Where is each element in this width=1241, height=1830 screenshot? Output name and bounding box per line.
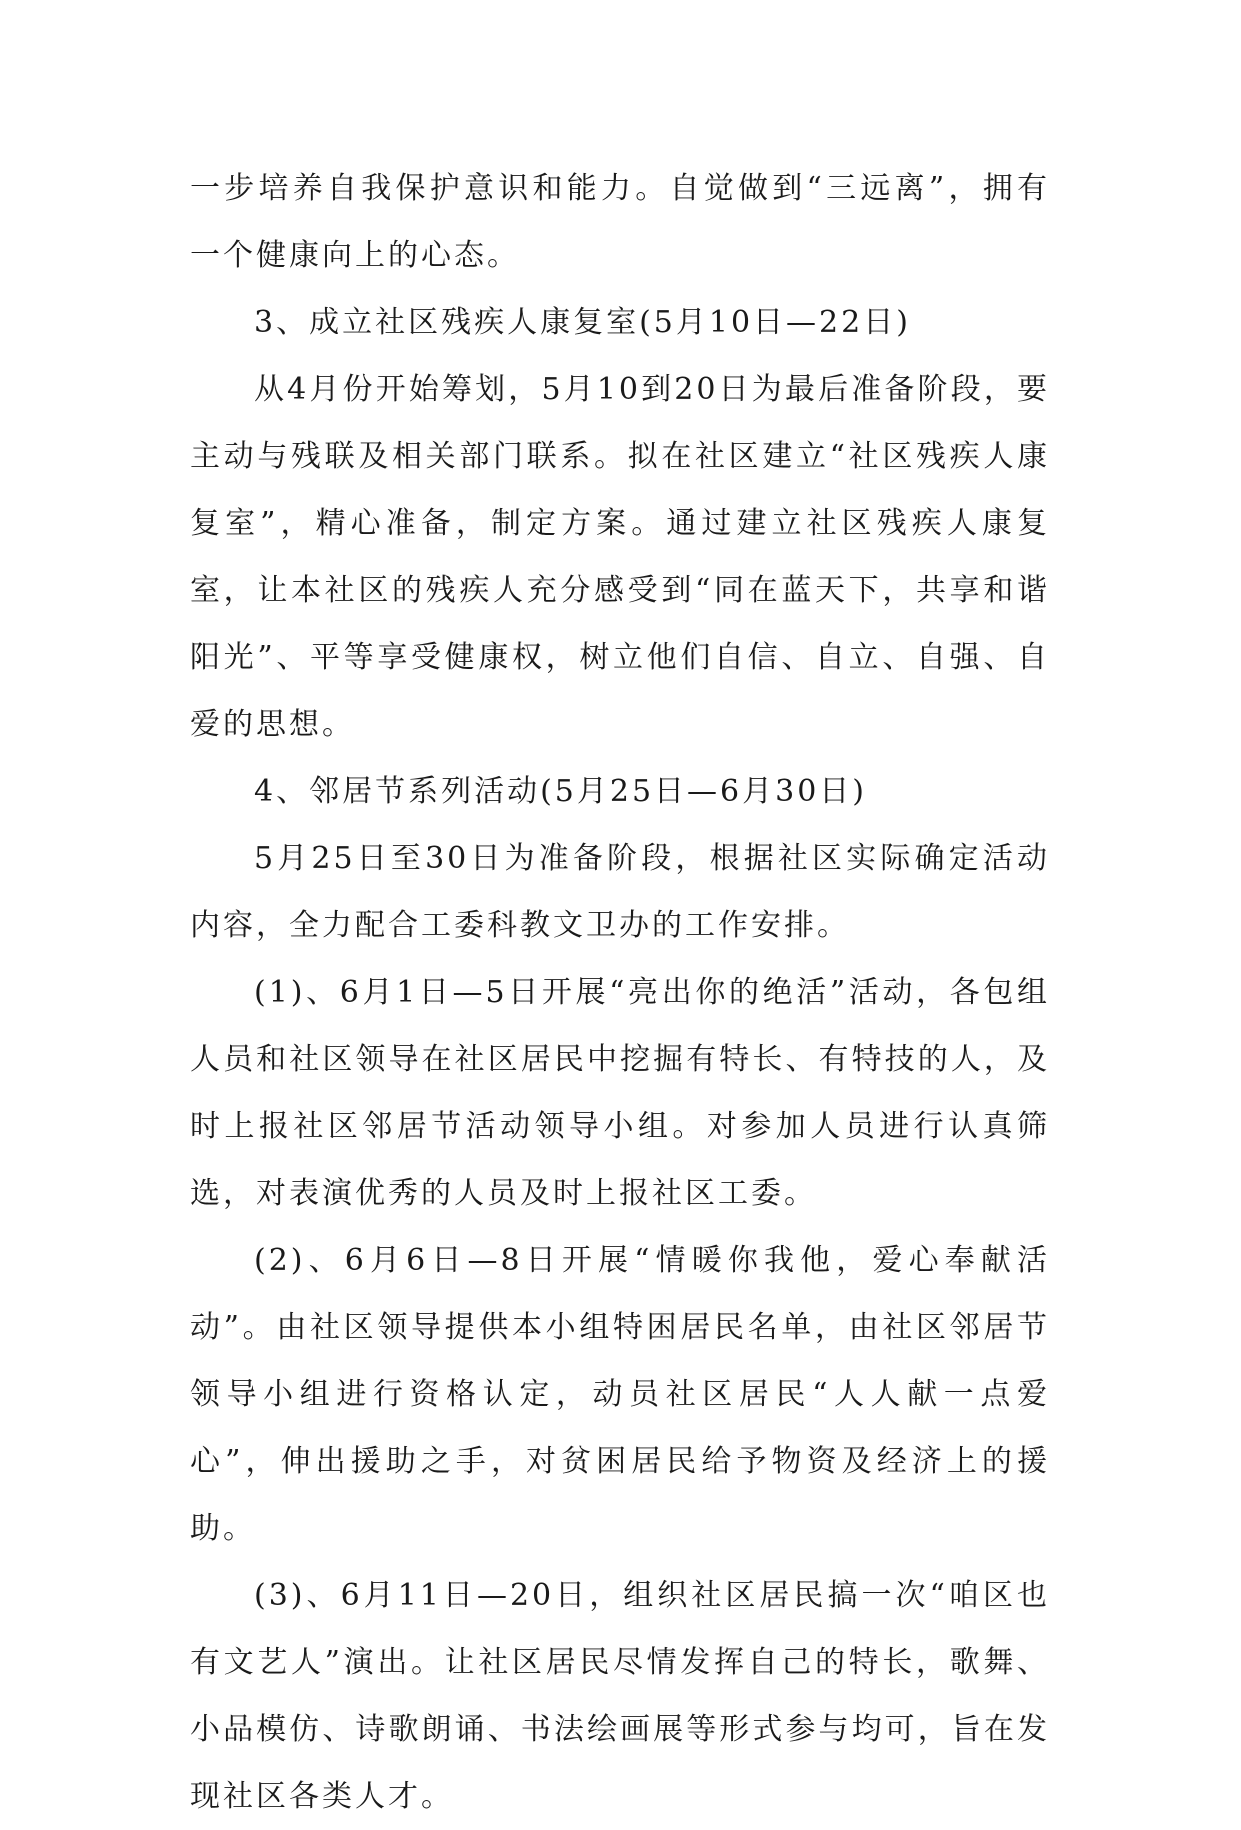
paragraph-activity-3: (3)、6月11日—20日，组织社区居民搞一次“咱区也有文艺人”演出。让社区居民尽情发挥自己的特长，歌舞、小品模仿、诗歌朗诵、书法绘画展等形式参与均可，旨在发现社区各类人才。: [190, 1578, 1050, 1814]
paragraph-rehab-room: 从4月份开始筹划，5月10到20日为最后准备阶段，要主动与残联及相关部门联系。拟在社区建立“社区残疾人康复室”，精心准备，制定方案。通过建立社区残疾人康复室，让本社区的残疾人充分感受到“同在蓝天下，共享和谐阳光”、平等享受健康权，树立他们自信、自立、自强、自爱的思想。: [190, 372, 1050, 742]
paragraph-preparation: 5月25日至30日为准备阶段，根据社区实际确定活动内容，全力配合工委科教文卫办的工作安排。: [190, 841, 1050, 943]
section-heading-neighbor-festival: 4、邻居节系列活动(5月25日—6月30日): [254, 774, 868, 809]
paragraph-activity-1: (1)、6月1日—5日开展“亮出你的绝活”活动，各包组人员和社区领导在社区居民中挖掘有特长、有特技的人，及时上报社区邻居节活动领导小组。对参加人员进行认真筛选，对表演优秀的人员及时上报社区工委。: [190, 975, 1050, 1211]
section-heading-rehab-room: 3、成立社区残疾人康复室(5月10日—22日): [254, 305, 911, 340]
document-body: [190, 155, 1050, 1830]
paragraph-continuation: 一步培养自我保护意识和能力。自觉做到“三远离”，拥有一个健康向上的心态。: [190, 171, 1050, 273]
paragraph-activity-2: (2)、6月6日—8日开展“情暖你我他，爱心奉献活动”。由社区领导提供本小组特困居民名单，由社区邻居节领导小组进行资格认定，动员社区居民“人人献一点爱心”，伸出援助之手，对贫困居民给予物资及经济上的援助。: [190, 1243, 1050, 1546]
